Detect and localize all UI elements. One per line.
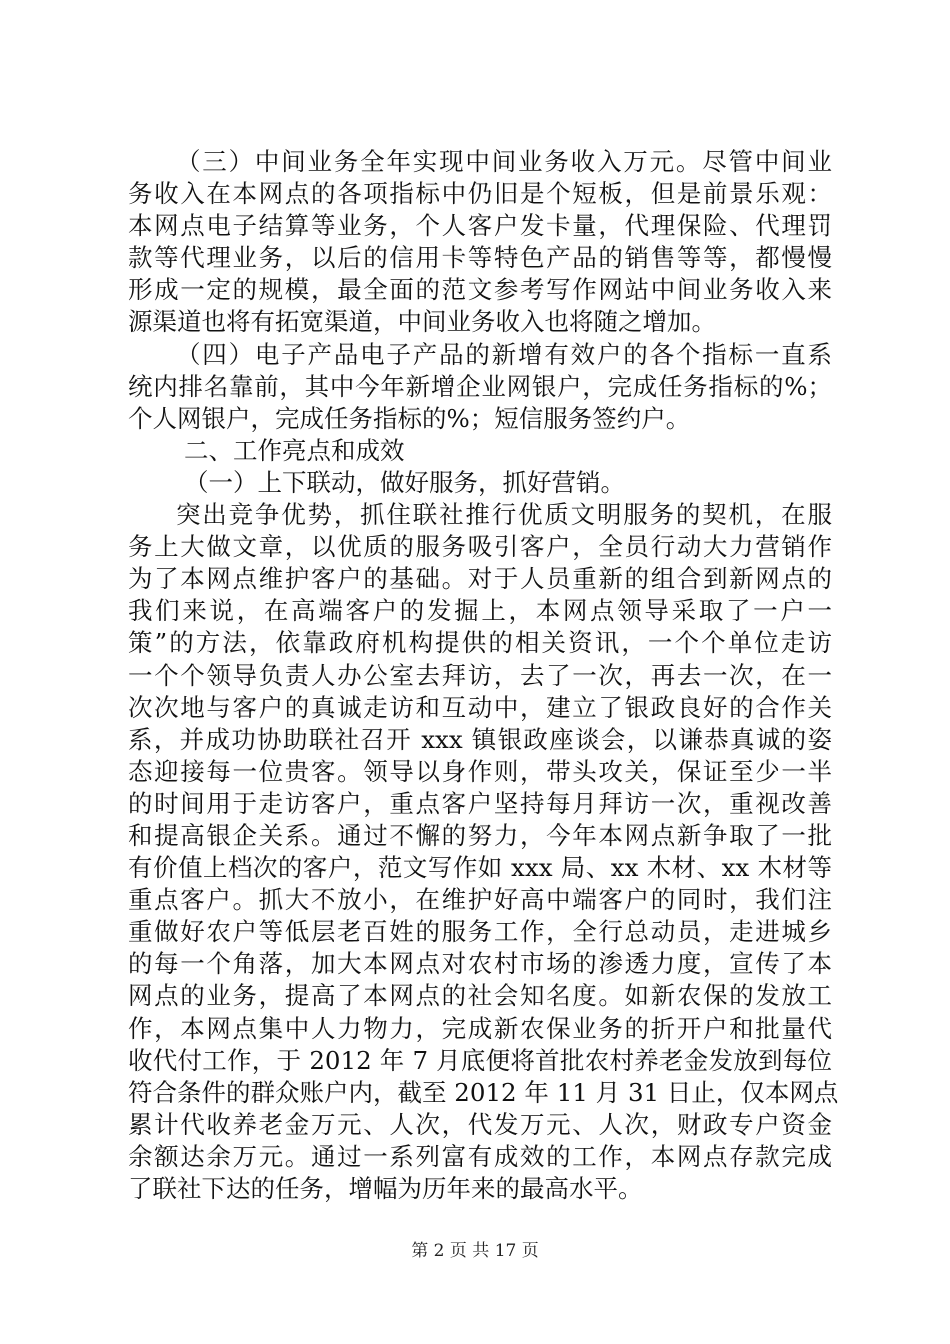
text-line: 突出竞争优势，抓住联社推行优质文明服务的契机，在服: [176, 500, 832, 530]
text-line: 源渠道也将有拓宽渠道，中间业务收入也将随之增加。: [128, 307, 716, 337]
text-line: 和提高银企关系。通过不懈的努力，今年本网点新争取了一批: [128, 820, 832, 850]
text-line: 一个个领导负责人办公室去拜访，去了一次，再去一次，在一: [128, 660, 832, 690]
text-line: 累计代收养老金万元、人次，代发万元、人次，财政专户资金: [128, 1109, 832, 1139]
subsection-heading: （一）上下联动，做好服务，抓好营销。: [184, 467, 625, 497]
paragraph-electronic-products: [128, 339, 832, 435]
text-line: （四）电子产品电子产品的新增有效户的各个指标一直系: [176, 339, 832, 369]
text-line: 为了本网点维护客户的基础。对于人员重新的组合到新网点的: [128, 564, 832, 594]
text-line: 统内排名靠前，其中今年新增企业网银户，完成任务指标的%；: [128, 371, 832, 401]
text-line: 本网点电子结算等业务，个人客户发卡量，代理保险、代理罚: [128, 211, 832, 241]
text-line: 的时间用于走访客户，重点客户坚持每月拜访一次，重视改善: [128, 788, 832, 818]
text-line: 务上大做文章，以优质的服务吸引客户，全员行动大力营销作: [128, 532, 832, 562]
section-heading: 二、工作亮点和成效: [184, 435, 405, 465]
paragraph-intermediate-business: [128, 146, 832, 339]
text-line: 个人网银户，完成任务指标的%；短信服务签约户。: [128, 403, 691, 433]
text-line: 系，并成功协助联社召开 xxx 镇银政座谈会，以谦恭真诚的姿: [128, 724, 832, 754]
text-line: 我们来说，在高端客户的发掘上，本网点领导采取了一户一: [128, 596, 832, 626]
text-line: 务收入在本网点的各项指标中仍旧是个短板，但是前景乐观：: [128, 179, 832, 209]
text-line: 作，本网点集中人力物力，完成新农保业务的折开户和批量代: [128, 1013, 832, 1043]
text-line: 收代付工作，于 2012 年 7 月底便将首批农村养老金发放到每位: [128, 1045, 832, 1075]
text-line: 策”的方法，依靠政府机构提供的相关资讯，一个个单位走访: [128, 628, 832, 658]
text-line: 余额达余万元。通过一系列富有成效的工作，本网点存款完成: [128, 1141, 832, 1171]
text-line: 符合条件的群众账户内，截至 2012 年 11 月 31 日止，仅本网点: [128, 1077, 839, 1107]
document-body: [128, 146, 839, 1205]
text-line: 网点的业务，提高了本网点的社会知名度。如新农保的发放工: [128, 981, 832, 1011]
paragraph-service-marketing: [128, 499, 839, 1205]
page-number-footer: 第 2 页 共 17 页: [411, 1241, 539, 1261]
text-line: 态迎接每一位贵客。领导以身作则，带头攻关，保证至少一半: [128, 756, 832, 786]
text-line: 形成一定的规模，最全面的范文参考写作网站中间业务收入来: [128, 275, 832, 305]
text-line: 重点客户。抓大不放小，在维护好高中端客户的同时，我们注: [128, 885, 832, 915]
text-line: 了联社下达的任务，增幅为历年来的最高水平。: [128, 1174, 643, 1203]
text-line: 重做好农户等低层老百姓的服务工作，全行总动员，走进城乡: [128, 917, 832, 947]
text-line: （三）中间业务全年实现中间业务收入万元。尽管中间业: [176, 147, 832, 176]
text-line: 次次地与客户的真诚走访和互动中，建立了银政良好的合作关: [128, 692, 832, 722]
text-line: 有价值上档次的客户，范文写作如 xxx 局、xx 木材、xx 木材等: [128, 853, 832, 883]
text-line: 的每一个角落，加大本网点对农村市场的渗透力度，宣传了本: [128, 949, 832, 979]
text-line: 款等代理业务，以后的信用卡等特色产品的销售等等，都慢慢: [128, 243, 832, 273]
